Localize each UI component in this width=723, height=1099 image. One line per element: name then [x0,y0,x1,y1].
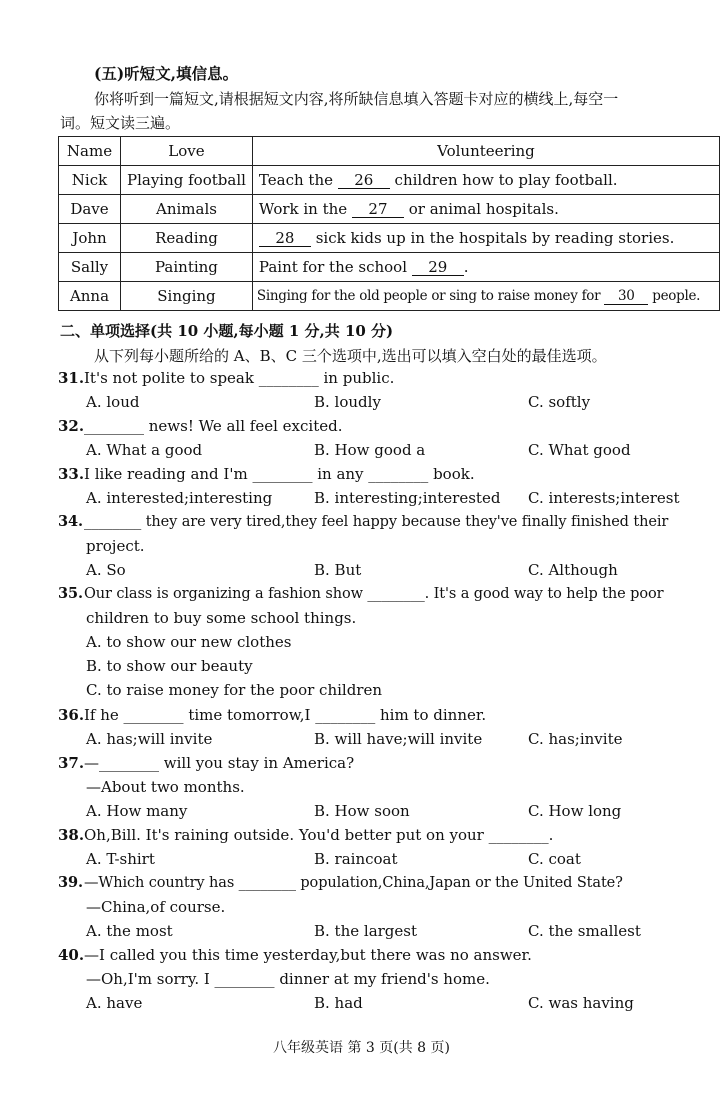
answer-blank: 26 [338,173,390,189]
volunteering-cell [252,224,719,253]
name-cell: Dave [59,195,121,224]
question-38 [58,826,553,844]
answer-blank: 28 [259,231,311,247]
option-c: C. coat [528,850,581,868]
table-row [59,166,720,195]
volunteering-cell [252,253,719,282]
table-row [59,224,720,253]
table-row [59,282,720,311]
option-c: C. Although [528,561,618,579]
option-a: A. So [86,561,126,579]
option-c: C. interests;interest [528,489,680,507]
question-text: —I called you this time yesterday,but there was no answer. [84,946,532,964]
love-cell: Singing [121,282,253,311]
volunteering-cell [252,195,719,224]
column-header: Love [121,137,253,166]
cell-text: people. [652,287,701,304]
section-title: (五)听短文,填信息。 [94,64,239,83]
option-b: B. had [314,994,363,1012]
name-cell: Anna [59,282,121,311]
question-number: 35. [58,585,83,602]
page-footer: 八年级英语 第 3 页(共 8 页) [273,1040,450,1056]
love-cell: Animals [121,195,253,224]
volunteering-cell [252,282,719,311]
answer-blank: 29 [412,260,464,276]
cell-text: . [463,258,469,276]
love-cell: Playing football [121,166,253,195]
question-31 [58,369,394,387]
question-number: 31. [58,369,85,387]
option-b: B. How soon [314,802,410,820]
question-text: I like reading and I'm ________ in any ________ book. [84,465,475,483]
option-b: B. will have;will invite [314,730,483,748]
question-number: 33. [58,465,85,483]
info-table [58,136,720,311]
question-number: 37. [58,754,85,772]
instruction-line: 词。短文读三遍。 [60,114,181,132]
question-text: —________ will you stay in America? [84,754,355,772]
instruction-line: 你将听到一篇短文,请根据短文内容,将所缺信息填入答题卡对应的横线上,每空一 [94,90,619,108]
question-text: —Which country has ________ population,China,Japan or the United State? [84,875,623,891]
name-cell: Sally [59,253,121,282]
question-35 [58,585,663,602]
option-b: B. the largest [314,922,418,940]
table-row [59,195,720,224]
question-number: 34. [58,513,83,530]
section-title: 二、单项选择(共 10 小题,每小题 1 分,共 10 分) [60,322,394,340]
question-36 [58,706,486,724]
answer-blank: 30 [604,289,648,305]
table-row [59,253,720,282]
option-a: A. the most [86,922,173,940]
question-34 [58,513,668,530]
option-c: C. softly [528,393,591,411]
cell-text: children how to play football. [394,171,618,189]
cell-text: Singing for the old people or sing to raise money for [256,287,601,304]
question-text: Our class is organizing a fashion show ________. It's a good way to help the poor [84,586,664,602]
question-number: 38. [58,826,85,844]
option-a: A. T-shirt [86,850,155,868]
question-37 [58,754,354,772]
option-a: A. How many [86,802,188,820]
option-a: A. to show our new clothes [86,633,292,651]
question-number: 40. [58,946,85,964]
option-c: C. What good [528,441,631,459]
option-c: C. to raise money for the poor children [86,681,383,699]
volunteering-cell [252,166,719,195]
question-text: ________ they are very tired,they feel happy because they've finally finished their [84,514,669,530]
column-header: Name [59,137,121,166]
cell-text: Work in the [258,200,348,218]
love-cell: Painting [121,253,253,282]
option-a: A. interested;interesting [86,489,273,507]
question-number: 39. [58,874,83,891]
cell-text: sick kids up in the hospitals by reading stories. [315,229,675,247]
question-text-continued: —Oh,I'm sorry. I ________ dinner at my friend's home. [86,970,490,988]
option-b: B. interesting;interested [314,489,501,507]
option-c: C. was having [528,994,634,1012]
question-text-continued: —China,of course. [86,898,226,916]
question-number: 36. [58,706,85,724]
instruction-line: 从下列每小题所给的 A、B、C 三个选项中,选出可以填入空白处的最佳选项。 [94,347,607,365]
question-33 [58,465,475,483]
option-a: A. loud [86,393,140,411]
option-c: C. has;invite [528,730,623,748]
question-text-continued: children to buy some school things. [86,609,357,627]
table-header-row [59,137,720,166]
option-b: B. But [314,561,362,579]
option-b: B. to show our beauty [86,657,253,675]
cell-text: Paint for the school [258,258,408,276]
question-39 [58,874,623,891]
cell-text: Teach the [258,171,333,189]
option-a: A. has;will invite [86,730,213,748]
question-number: 32. [58,417,85,435]
love-cell: Reading [121,224,253,253]
question-text: ________ news! We all feel excited. [84,417,343,435]
question-40 [58,946,532,964]
option-b: B. raincoat [314,850,398,868]
column-header: Volunteering [252,137,719,166]
question-text: If he ________ time tomorrow,I ________ him to dinner. [84,706,487,724]
option-b: B. loudly [314,393,381,411]
question-text: It's not polite to speak ________ in public. [84,369,395,387]
option-c: C. the smallest [528,922,641,940]
cell-text: or animal hospitals. [408,200,559,218]
option-b: B. How good a [314,441,426,459]
option-c: C. How long [528,802,622,820]
question-text-continued: project. [86,537,145,555]
option-a: A. have [86,994,143,1012]
question-text: Oh,Bill. It's raining outside. You'd better put on your ________. [84,826,554,844]
question-text-continued: —About two months. [86,778,245,796]
name-cell: Nick [59,166,121,195]
option-a: A. What a good [86,441,203,459]
question-32 [58,417,342,435]
answer-blank: 27 [352,202,404,218]
name-cell: John [59,224,121,253]
